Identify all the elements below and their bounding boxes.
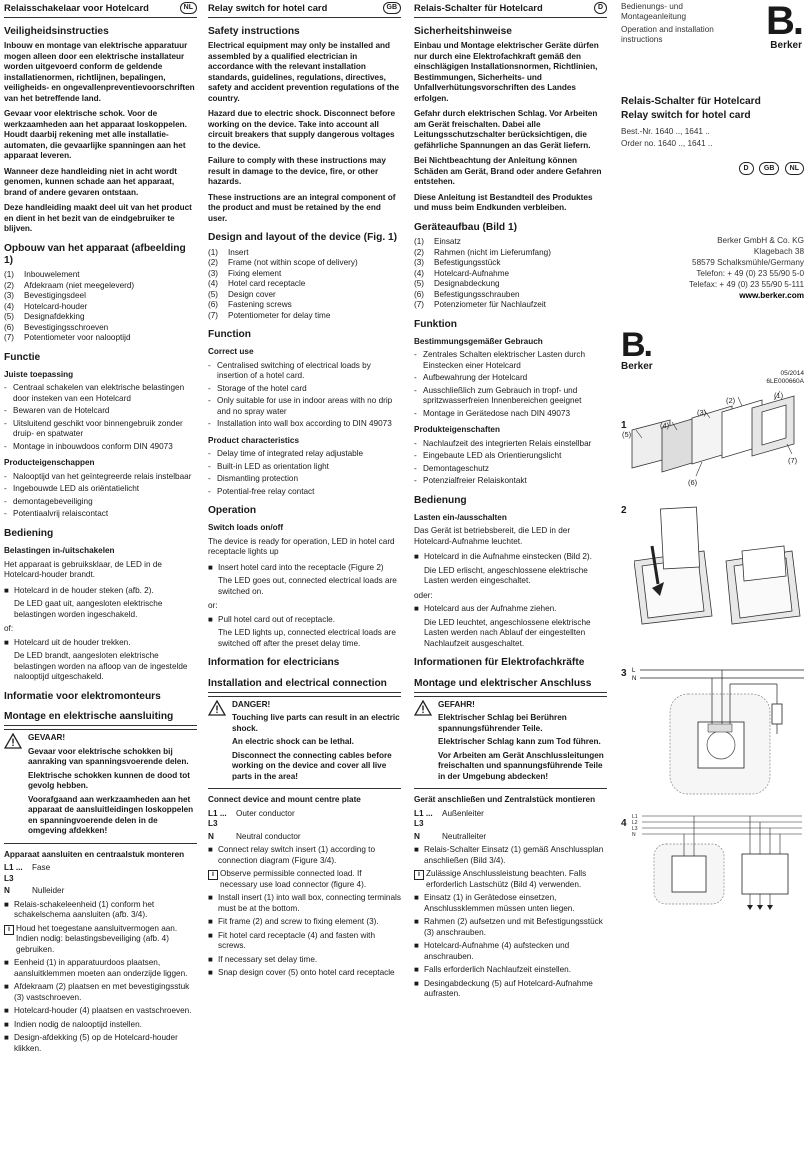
operation-subtitle: Belastingen in-/uitschakelen [4,546,115,556]
warning-triangle-icon [414,700,438,786]
square-bullet-icon: ■ [4,1019,9,1029]
dash-bullet: - [4,496,7,506]
wire-l-label: L [632,668,636,674]
info-icon: i [4,925,14,935]
product-title-de: Relais-Schalter für Hotelcard [621,96,761,107]
step: ■ Fit hotel card receptacle (4) and fasten with screws. [208,930,376,951]
square-bullet-icon: ■ [4,982,9,992]
language-badge: D [594,2,607,14]
logo-letter: B. [766,0,802,43]
info-note: i Zulässige Anschlussleistung beachten. Falls erforderlich Lastschütz (Bild 4) verwenden. [414,869,607,890]
language-badge: NL [180,2,197,14]
dash-bullet: - [208,449,211,459]
square-bullet-icon: ■ [414,941,419,951]
wire-l1-label: L1 [632,814,638,820]
square-bullet-icon: ■ [414,604,419,614]
wire-l3-label: L3 [632,826,638,832]
prod-title: Product characteristics [208,435,300,445]
list-item: - Centralised switching of electrical loads by insertion of a hotel card. [208,360,371,381]
warning-triangle-icon [4,733,28,840]
or-text: oder: [414,590,433,600]
operation-subtitle: Lasten ein-/ausschalten [414,512,507,522]
warning-triangle-icon [208,700,232,786]
step: ■ Hotelcard-Aufnahme (4) aufstecken und anschrauben. [414,941,570,961]
column-header: Relais-Schalter für Hotelcard D [414,0,607,18]
list-item: - Delay time of integrated relay adjustable [208,449,364,459]
order-number-de: Best.-Nr. 1640 .., 1641 .. [621,126,710,136]
design-title: Geräteaufbau (Bild 1) [414,221,518,233]
conductor-list [208,809,401,843]
use-title: Juiste toepassing [4,369,74,379]
conductor-row: N Neutralleiter [414,831,487,841]
operation-subtitle: Switch loads on/off [208,523,284,533]
list-item: - Potenzialfreier Relaiskontakt [414,476,527,486]
square-bullet-icon: ■ [208,614,213,624]
dash-bullet: - [4,509,7,519]
conductor-list [414,809,607,843]
install-title: Installation and electrical connection [208,678,401,693]
step: ■ Design-afdekking (5) op de Hotelcard-houder klikken. [4,1033,178,1053]
or-text: of: [4,624,14,634]
list-item: (6) Fastening screws [208,300,292,309]
dash-bullet: - [4,418,7,428]
prod-list [414,439,607,487]
step: ■ Rahmen (2) aufsetzen und mit Befestigungsstück (3) anschrauben. [414,917,603,937]
function-title: Functie [4,351,41,363]
operation-title: Operation [208,505,257,517]
step: ■ Desingabdeckung (5) auf Hotelcard-Aufnahme aufrasten. [414,978,593,999]
prod-list [208,449,401,497]
square-bullet-icon: ■ [208,893,213,903]
brand-name: Berker [770,40,802,51]
dash-bullet: - [208,396,211,406]
dash-bullet: - [414,350,417,360]
prod-list [4,472,197,520]
dash-bullet: - [4,441,7,451]
list-item: (3) Bevestigingsdeel [4,291,86,301]
figure-1-label: 1 [621,420,627,431]
figure-2-card-insert [634,506,804,626]
list-item: (7) Potenziometer für Nachlaufzeit [414,300,546,309]
step: ■ Eenheid (1) in apparatuurdoos plaatsen, aansluitklemmen moeten aan onderzijde liggen. [4,958,188,978]
step: ■ Hotelcard in de houder steken (afb. 2). [4,585,154,595]
order-number-en: Order no. 1640 .., 1641 .. [621,139,713,149]
step: ■ Relais-schakeleenheid (1) conform het schakelschema aansluiten (afb. 3/4). [4,899,155,920]
dash-bullet: - [208,461,211,471]
wire-n-label: N [632,676,637,682]
wire-n-label: N [632,832,636,838]
step: ■ Install insert (1) into wall box, connecting terminals must be at the bottom. [208,893,401,913]
steps-list [4,958,197,1054]
step: ■ Falls erforderlich Nachlaufzeit einstellen. [414,965,571,975]
use-list [4,383,197,452]
square-bullet-icon: ■ [208,917,213,927]
steps-list [414,893,607,1000]
square-bullet-icon: ■ [414,893,419,903]
column-nl [4,0,197,1057]
safety-title: Veiligheidsinstructies [4,26,109,38]
list-item: (4) Hotel card receptacle [208,279,306,288]
cover-column [621,0,804,386]
step: ■ Snap design cover (5) onto hotel card receptacle [208,968,395,978]
language-badge: GB [383,2,402,14]
operation-text: The device is ready for operation, LED in hotel card receptacle lights up [208,536,395,557]
language-badges [621,162,804,175]
danger-box: DANGER! Touching live parts can result in an electric shock. An electric shock can be lethal. Disconnect the connecting cables before working on the device and cover all live parts in the area! [208,696,401,790]
step: ■ If necessary set delay time. [208,954,318,964]
list-item: - Aufbewahrung der Hotelcard [414,373,528,383]
step: ■ Indien nodig de nalooptijd instellen. [4,1019,142,1029]
callout-6: (6) [688,478,698,487]
list-item: - Eingebaute LED als Orientierungslicht [414,451,562,461]
square-bullet-icon: ■ [208,562,213,572]
info-note: i Observe permissible connected load. If necessary use load connector (figure 4). [208,869,401,890]
list-item: - Montage in inbouwdoos conform DIN 49073 [4,441,173,451]
step: ■ Hotelcard uit de houder trekken. [4,637,131,647]
list-item: - Uitsluitend geschikt voor binnengebruik zonder druip- en spatwater [4,418,183,439]
info-icon: i [208,870,218,880]
square-bullet-icon: ■ [414,965,419,975]
conductor-row: N Neutral conductor [208,831,301,841]
dash-bullet: - [4,484,7,494]
safety-text: Failure to comply with these instructions may result in damage to the device, fire, or other hazards. [208,156,386,187]
safety-text: These instructions are an integral component of the product and must be retained by the end user. [208,192,396,223]
square-bullet-icon: ■ [414,978,419,988]
square-bullet-icon: ■ [208,954,213,964]
info-title: Informationen für Elektrofachkräfte [414,657,585,669]
safety-text: Deze handleiding maakt deel uit van het product en dient in het bezit van de eindgebruiker te blijven. [4,203,192,234]
list-item: (6) Befestigungsschrauben [414,289,520,299]
step-result: Die LED leuchtet, angeschlossene elektrische Lasten werden nach Ablauf der eingestellten Nachlaufzeit ausgeschaltet. [424,617,591,648]
list-item: - Only suitable for use in indoor areas with no drip and no spray water [208,396,393,416]
info-note: i Houd het toegestane aansluitvermogen aan. Indien nodig: belastingsbeveiliging (afb. 4) gebruiken. [4,924,197,956]
dash-bullet: - [414,476,417,486]
design-list [208,248,401,322]
dash-bullet: - [4,406,7,416]
column-header: Relay switch for hotel card GB [208,0,401,18]
conductor-row: L1 ... L3 Außenleiter [414,808,484,829]
list-item: - Demontageschutz [414,463,489,473]
square-bullet-icon: ■ [4,1006,9,1016]
or-text: or: [208,601,218,611]
square-bullet-icon: ■ [4,899,9,909]
safety-text: Diese Anleitung ist Bestandteil des Produktes und muss beim Endkunden verbleiben. [414,192,593,213]
square-bullet-icon: ■ [414,845,419,855]
info-title: Informatie voor elektromonteurs [4,690,161,702]
callout-1: (1) [774,391,784,400]
step-result: The LED goes out, connected electrical loads are switched on. [218,576,397,596]
list-item: - Nachlaufzeit des integrierten Relais einstellbar [414,438,592,448]
step-result: The LED lights up, connected electrical loads are switched off after the preset delay time. [218,628,396,648]
list-item: (3) Befestigungsstück [414,258,501,267]
safety-text: Hazard due to electric shock. Disconnect before working on the device. Take into account all circuit breakers that supply dangerous voltages to the device. [208,109,396,150]
design-list [4,270,197,344]
list-item: - Storage of the hotel card [208,383,307,393]
dash-bullet: - [414,463,417,473]
dash-bullet: - [208,474,211,484]
step-result: De LED brandt, aangesloten elektrische belastingen worden na afloop van de ingestelde nalooptijd uitgeschakeld. [14,651,188,682]
prod-title: Producteigenschappen [4,458,95,468]
operation-title: Bedienung [414,494,467,506]
step-result: De LED gaat uit, aangesloten elektrische belastingen worden ingeschakeld. [14,599,163,619]
dash-bullet: - [208,360,211,370]
list-item: (1) Insert [208,247,249,257]
list-item: - Montage in Gerätedose nach DIN 49073 [414,408,571,418]
list-item: - Installation into wall box according to DIN 49073 [208,419,392,429]
info-title: Information for electricians [208,657,340,669]
callout-2: (2) [726,396,736,405]
step: ■ Einsatz (1) in Gerätedose einsetzen, Anschlussklemmen müssen unten liegen. [414,893,575,913]
operation-title: Bediening [4,527,54,539]
list-item: (5) Designabdeckung [414,279,500,288]
figure-4-label: 4 [621,818,627,829]
list-item: (1) Inbouwelement [4,270,80,280]
square-bullet-icon: ■ [4,637,9,647]
column-gb [208,0,401,982]
list-item: (2) Afdekraam (niet meegeleverd) [4,280,135,290]
function-title: Function [208,329,252,340]
safety-title: Sicherheitshinweise [414,26,512,38]
square-bullet-icon: ■ [4,585,9,595]
column-header: Relaisschakelaar voor Hotelcard NL [4,0,197,18]
design-list [414,237,607,311]
dash-bullet: - [4,383,7,393]
safety-text: Electrical equipment may only be installed and assembled by a qualified electrician in accordance with the relevant installation standards, guidelines, regulations, directives, safety and accident prevention regulations of the country. [208,41,400,103]
list-item: - Potentiaalvrij relaiscontact [4,509,109,519]
wire-l2-label: L2 [632,820,638,826]
operation-text: Das Gerät ist betriebsbereit, die LED in der Hotelcard-Aufnahme leuchtet. [414,526,571,546]
operation-text: Het apparaat is gebruiksklaar, de LED in de Hotelcard-houder brandt. [4,559,162,580]
figure-2-label: 2 [621,505,627,516]
dash-bullet: - [414,408,417,418]
list-item: - Dismantling protection [208,474,299,484]
prod-title: Produkteigenschaften [414,425,500,435]
list-item: (4) Hotelcard-houder [4,301,88,311]
dash-bullet: - [208,419,211,429]
connect-title: Connect device and mount centre plate [208,795,361,805]
berker-logo [766,2,802,53]
step: ■ Insert hotel card into the receptacle (Figure 2) [208,562,384,572]
steps-list [208,893,401,979]
dash-bullet: - [208,383,211,393]
install-title: Montage und elektrischer Anschluss [414,678,607,693]
list-item: (1) Einsatz [414,237,461,246]
lang-d: D [739,162,754,175]
dash-bullet: - [414,385,417,395]
callout-4: (4) [660,421,670,430]
step: ■ Relais-Schalter Einsatz (1) gemäß Anschlussplan anschließen (Bild 3/4). [414,845,604,865]
figure-1-exploded-view [622,390,804,500]
conductor-row: N Nulleider [4,886,65,896]
square-bullet-icon: ■ [414,917,419,927]
list-item: - Built-in LED as orientation light [208,461,329,471]
danger-box: GEVAAR! Gevaar voor elektrische schokken bij aanraking van spanningsvoerende delen. Elektrische schokken kunnen de dood tot gevolg hebben. Voorafgaand aan werkzaamheden aan het apparaat de aansluitleidingen loskoppelen en spanningvoerende delen in de omgeving afdekken! [4,729,197,844]
callout-3: (3) [697,408,707,417]
callout-7: (7) [788,456,798,465]
list-item: (5) Design cover [208,289,276,299]
list-item: - Ausschließlich zum Gebrauch in tropf- und spritzwasserfreien Innenbereichen geeignet [414,385,582,406]
install-title: Montage en elektrische aansluiting [4,711,197,726]
figure-4-wiring [632,812,804,912]
dash-bullet: - [4,471,7,481]
safety-title: Safety instructions [208,26,300,38]
list-item: (3) Fixing element [208,268,282,278]
list-item: (4) Hotelcard-Aufnahme [414,268,510,278]
lang-gb: GB [759,162,780,175]
lang-nl: NL [785,162,804,175]
list-item: (7) Potentiometer for delay time [208,310,331,320]
square-bullet-icon: ■ [208,968,213,978]
berker-logo-small: B. Berker [621,325,653,372]
safety-text: Gevaar voor elektrische schok. Voor de werkzaamheden aan het apparaat loskoppelen. Houdt daarbij rekening met alle installatie-automaten, die gevaarlijke spanningen aan het apparaat leveren. [4,109,187,161]
square-bullet-icon: ■ [4,1033,9,1043]
design-title: Design and layout of the device (Fig. 1) [208,232,398,244]
list-item: - Zentrales Schalten elektrischer Lasten durch Einstecken einer Hotelcard [414,350,586,370]
dash-bullet: - [414,438,417,448]
list-item: - Potential-free relay contact [208,486,315,496]
safety-text: Einbau und Montage elektrischer Geräte dürfen nur durch eine Elektrofachkraft gemäß den einschlägigen Installationsnormen, Richtlinien, Bestimmungen, Sicherheits- und Unfallverhütungsvorschriften des Landes erfolgen. [414,41,599,103]
step: ■ Hotelcard-houder (4) plaatsen en vastschroeven. [4,1006,192,1016]
square-bullet-icon: ■ [208,845,213,855]
doc-type-en: Operation and installation instructions [621,24,714,44]
list-item: - Bewaren van de Hotelcard [4,406,110,416]
safety-text: Bei Nichtbeachtung der Anleitung können Schäden am Gerät, Brand oder andere Gefahren entstehen. [414,156,602,187]
company-address: Berker GmbH & Co. KG Klagebach 38 58579 Schalksmühle/Germany Telefon: + 49 (0) 23 55/90 5-0 Telefax: + 49 (0) 23 55/90 5-111 www.berker.com [688,235,804,300]
step: ■ Connect relay switch insert (1) according to connection diagram (Figure 3/4). [208,845,375,865]
list-item: - Centraal schakelen van elektrische belastingen door insteken van een Hotelcard [4,383,185,403]
dash-bullet: - [208,486,211,496]
doc-date: 05/2014 6LE000660A [766,369,804,386]
step-result: Die LED erlischt, angeschlossene elektrische Lasten werden eingeschaltet. [424,565,588,586]
list-item: (6) Bevestigingsschroeven [4,322,109,332]
doc-type-de: Bedienungs- und Montageanleitung [621,2,687,22]
square-bullet-icon: ■ [208,930,213,940]
use-list [414,350,607,419]
step: ■ Hotelcard in die Aufnahme einstecken (Bild 2). [414,552,592,562]
list-item: (2) Frame (not within scope of delivery) [208,258,358,267]
info-icon: i [414,870,424,880]
dash-bullet: - [414,373,417,383]
list-item: (7) Potentiometer voor nalooptijd [4,333,131,343]
function-title: Funktion [414,318,458,330]
list-item: - demontagebeveiliging [4,496,93,506]
connect-title: Apparaat aansluiten en centraalstuk monteren [4,849,185,859]
column-d [414,0,607,1003]
square-bullet-icon: ■ [4,958,9,968]
list-item: (2) Rahmen (nicht im Lieferumfang) [414,247,551,257]
list-item: (5) Designafdekking [4,312,85,322]
design-title: Opbouw van het apparaat (afbeelding 1) [4,242,186,266]
safety-text: Inbouw en montage van elektrische apparatuur mogen alleen door een elektrische installateur worden uitgevoerd conform de geldende installatienormen, richtlijnen, bepalingen, veiligheids- en ongevallenpreventievoorschriften van het betreffende land. [4,41,195,103]
step: ■ Fit frame (2) and screw to fixing element (3). [208,917,379,927]
use-list [208,361,401,430]
dash-bullet: - [414,451,417,461]
conductor-row: L1 ... L3 Fase [4,863,51,883]
safety-text: Wanneer deze handleiding niet in acht wordt genomen, kunnen schade aan het apparaat, brand of andere gevaren ontstaan. [4,166,178,197]
step: ■ Afdekraam (2) plaatsen en met bevestigingsstuk (3) vastschroeven. [4,982,190,1002]
connect-title: Gerät anschließen und Zentralstück montieren [414,795,596,805]
step: ■ Pull hotel card out of receptacle. [208,614,335,624]
conductor-list [4,863,197,897]
callout-5: (5) [622,430,632,439]
use-title: Correct use [208,347,254,357]
danger-box: GEFAHR! Elektrischer Schlag bei Berühren spannungsführender Teile. Elektrischer Schlag kann zum Tod führen. Vor Arbeiten am Gerät Anschlussleitungen freischalten und spannungsführende Teile in der Umgebung abdecken! [414,696,607,790]
figure-3-label: 3 [621,668,627,679]
use-title: Bestimmungsgemäßer Gebrauch [414,336,543,346]
safety-text: Gefahr durch elektrischen Schlag. Vor Arbeiten am Gerät freischalten. Dabei alle Leitungsschutzschalter berücksichtigen, die gefährliche Spannungen an das Gerät liefern. [414,109,598,150]
list-item: - Ingebouwde LED als oriëntatielicht [4,484,140,494]
square-bullet-icon: ■ [414,552,419,562]
figure-3-wiring [632,664,804,804]
product-title-en: Relay switch for hotel card [621,109,751,121]
list-item: - Nalooptijd van het geïntegreerde relais instelbaar [4,471,192,481]
conductor-row: L1 ... L3 Outer conductor [208,808,295,829]
step: ■ Hotelcard aus der Aufnahme ziehen. [414,604,557,614]
